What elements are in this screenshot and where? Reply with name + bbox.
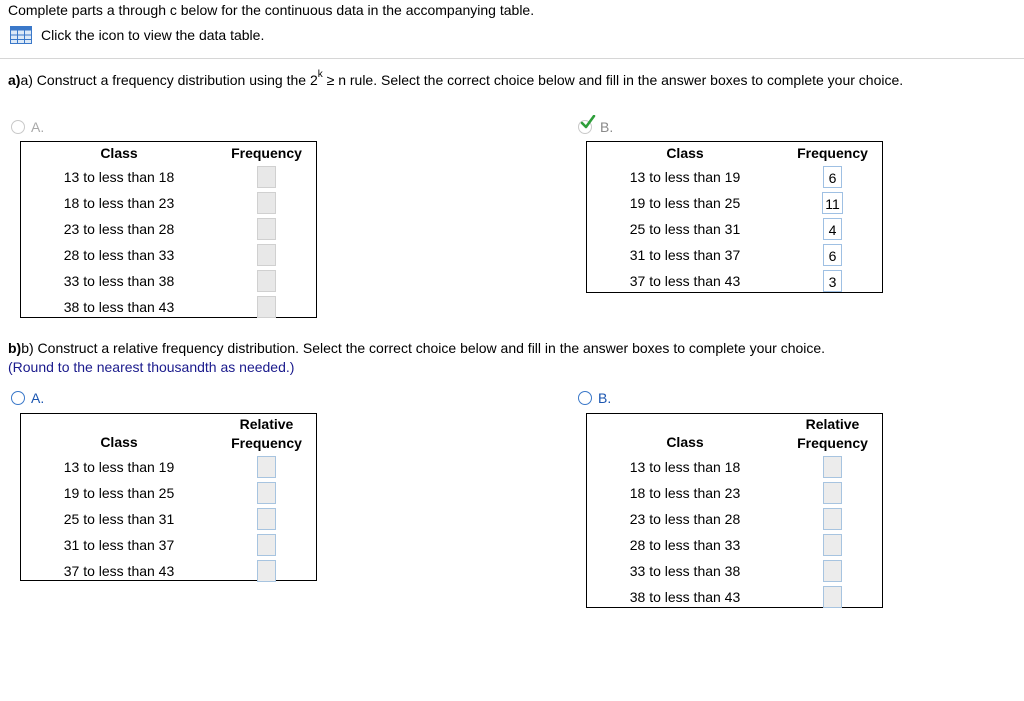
answer-input-box[interactable] bbox=[257, 244, 276, 266]
frequency-cell bbox=[783, 190, 882, 216]
frequency-cell bbox=[217, 454, 316, 480]
table-row bbox=[21, 294, 316, 320]
class-interval: 18 to less than 23 bbox=[63, 195, 175, 211]
part-a-choice-a-label: A. bbox=[31, 119, 45, 135]
table-row bbox=[21, 506, 316, 532]
frequency-value: 11 bbox=[822, 192, 843, 214]
col-header-class: Class bbox=[666, 144, 704, 161]
class-interval: 37 to less than 43 bbox=[63, 563, 175, 579]
frequency-cell bbox=[217, 216, 316, 242]
part-a-choice-b-radio-checked[interactable] bbox=[578, 119, 594, 135]
data-table-icon[interactable] bbox=[10, 26, 32, 44]
table-row bbox=[21, 190, 316, 216]
frequency-cell bbox=[783, 506, 882, 532]
frequency-cell bbox=[217, 268, 316, 294]
part-b-choice-a-label: A. bbox=[31, 390, 45, 406]
table-row bbox=[587, 216, 882, 242]
class-interval: 38 to less than 43 bbox=[63, 299, 175, 315]
part-b-choice-a-radio[interactable] bbox=[11, 391, 25, 405]
answer-input-box[interactable] bbox=[257, 560, 276, 582]
part-b-choice-b-table bbox=[586, 413, 883, 608]
table-row bbox=[587, 190, 882, 216]
answer-input-box[interactable] bbox=[823, 586, 842, 608]
part-a-prompt-start: a) Construct a frequency distribution using the 2 bbox=[20, 72, 318, 88]
col-header-class: Class bbox=[666, 434, 704, 450]
part-a-prompt-end: ≥ n rule. Select the correct choice below and fill in the answer boxes to complete your choice. bbox=[322, 72, 904, 88]
class-interval: 33 to less than 38 bbox=[63, 273, 175, 289]
table-row bbox=[587, 454, 882, 480]
part-a-choice-b-label: B. bbox=[600, 119, 614, 135]
part-b-choice-b-radio[interactable] bbox=[578, 391, 592, 405]
class-interval: 33 to less than 38 bbox=[629, 563, 741, 579]
answer-input-box[interactable] bbox=[257, 456, 276, 478]
table-row bbox=[21, 454, 316, 480]
table-row bbox=[587, 242, 882, 268]
table-row bbox=[21, 558, 316, 584]
frequency-cell bbox=[783, 242, 882, 268]
class-interval: 13 to less than 19 bbox=[63, 459, 175, 475]
frequency-value: 6 bbox=[823, 244, 842, 266]
col-header-class: Class bbox=[100, 144, 138, 161]
col-header-relative-frequency bbox=[217, 414, 316, 454]
answer-input-box[interactable] bbox=[257, 166, 276, 188]
frequency-value: 4 bbox=[823, 218, 842, 240]
answer-input-box[interactable] bbox=[257, 534, 276, 556]
col-header-frequency: Frequency bbox=[231, 144, 302, 161]
class-interval: 23 to less than 28 bbox=[63, 221, 175, 237]
instruction-text: Complete parts a through c below for the continuous data in the accompanying table. bbox=[8, 2, 535, 18]
class-interval: 38 to less than 43 bbox=[629, 589, 741, 605]
part-a-prompt: a)a) Construct a frequency distribution using the $2^k \ge n$ rule. Select the correct choice below and fill in the answer boxes to complete your choice. bbox=[8, 69, 904, 88]
answer-input-box[interactable] bbox=[257, 296, 276, 318]
frequency-cell bbox=[217, 480, 316, 506]
col-header-class: Class bbox=[100, 434, 138, 450]
data-table-link[interactable] bbox=[10, 26, 264, 44]
table-row bbox=[21, 268, 316, 294]
col-header-relative: Relative bbox=[805, 416, 860, 432]
part-a-choice-a-radio[interactable] bbox=[11, 120, 25, 134]
part-a-choice-a-table bbox=[20, 141, 317, 318]
table-row bbox=[587, 532, 882, 558]
table-row bbox=[587, 506, 882, 532]
frequency-cell bbox=[217, 190, 316, 216]
frequency-cell bbox=[783, 216, 882, 242]
class-interval: 37 to less than 43 bbox=[629, 273, 741, 289]
answer-input-box[interactable] bbox=[823, 560, 842, 582]
col-header-relative: Relative bbox=[239, 416, 294, 432]
class-interval: 13 to less than 19 bbox=[629, 169, 741, 185]
col-header-frequency: Frequency bbox=[231, 435, 302, 451]
part-a-prompt-superscript: k bbox=[317, 69, 323, 81]
col-header-relative-frequency bbox=[783, 414, 882, 454]
divider bbox=[0, 58, 1024, 59]
part-a-choice-a[interactable] bbox=[11, 119, 44, 135]
frequency-cell bbox=[783, 532, 882, 558]
frequency-cell bbox=[783, 480, 882, 506]
answer-input-box[interactable] bbox=[823, 534, 842, 556]
answer-input-box[interactable] bbox=[257, 192, 276, 214]
checkmark-icon bbox=[580, 115, 596, 129]
answer-input-box[interactable] bbox=[257, 270, 276, 292]
part-b-prompt-text: b) Construct a relative frequency distribution. Select the correct choice below and fill in the answer boxes to complete your choice. bbox=[21, 340, 826, 356]
table-row bbox=[21, 164, 316, 190]
class-interval: 13 to less than 18 bbox=[63, 169, 175, 185]
frequency-value: 3 bbox=[823, 270, 842, 292]
part-b-choice-b-label: B. bbox=[598, 390, 612, 406]
answer-input-box[interactable] bbox=[257, 482, 276, 504]
frequency-cell bbox=[217, 532, 316, 558]
rounding-hint: (Round to the nearest thousandth as needed.) bbox=[8, 359, 295, 375]
class-interval: 25 to less than 31 bbox=[63, 511, 175, 527]
frequency-cell bbox=[217, 242, 316, 268]
part-b-choice-a-table bbox=[20, 413, 317, 581]
frequency-cell bbox=[217, 294, 316, 320]
frequency-value: 6 bbox=[823, 166, 842, 188]
table-row bbox=[587, 558, 882, 584]
table-row bbox=[21, 242, 316, 268]
table-row bbox=[21, 532, 316, 558]
frequency-cell bbox=[217, 506, 316, 532]
frequency-cell bbox=[217, 164, 316, 190]
frequency-cell bbox=[783, 584, 882, 610]
answer-input-box[interactable] bbox=[823, 508, 842, 530]
col-header-frequency: Frequency bbox=[797, 435, 868, 451]
part-a-choice-b-table bbox=[586, 141, 883, 293]
table-row bbox=[587, 164, 882, 190]
answer-input-box[interactable] bbox=[257, 508, 276, 530]
class-interval: 19 to less than 25 bbox=[63, 485, 175, 501]
table-row bbox=[587, 268, 882, 294]
answer-input-box[interactable] bbox=[823, 456, 842, 478]
class-interval: 31 to less than 37 bbox=[63, 537, 175, 553]
class-interval: 28 to less than 33 bbox=[629, 537, 741, 553]
frequency-cell bbox=[783, 558, 882, 584]
col-header-frequency: Frequency bbox=[797, 144, 868, 161]
data-table-link-text[interactable]: Click the icon to view the data table. bbox=[41, 27, 265, 43]
frequency-cell bbox=[783, 268, 882, 294]
class-interval: 25 to less than 31 bbox=[629, 221, 741, 237]
frequency-cell bbox=[783, 164, 882, 190]
class-interval: 28 to less than 33 bbox=[63, 247, 175, 263]
class-interval: 13 to less than 18 bbox=[629, 459, 741, 475]
table-row bbox=[587, 480, 882, 506]
class-interval: 19 to less than 25 bbox=[629, 195, 741, 211]
class-interval: 18 to less than 23 bbox=[629, 485, 741, 501]
table-row bbox=[21, 480, 316, 506]
table-row bbox=[21, 216, 316, 242]
part-b-prompt: b)b) Construct a relative frequency distribution. Select the correct choice below and fill in the answer boxes to complete your choice. bbox=[8, 340, 826, 356]
class-interval: 23 to less than 28 bbox=[629, 511, 741, 527]
class-interval: 31 to less than 37 bbox=[629, 247, 741, 263]
part-b-choice-a[interactable] bbox=[11, 390, 44, 406]
table-row bbox=[587, 584, 882, 610]
part-b-choice-b[interactable] bbox=[578, 390, 611, 406]
part-a-choice-b[interactable] bbox=[578, 119, 613, 135]
answer-input-box[interactable] bbox=[257, 218, 276, 240]
frequency-cell bbox=[217, 558, 316, 584]
frequency-cell bbox=[783, 454, 882, 480]
answer-input-box[interactable] bbox=[823, 482, 842, 504]
